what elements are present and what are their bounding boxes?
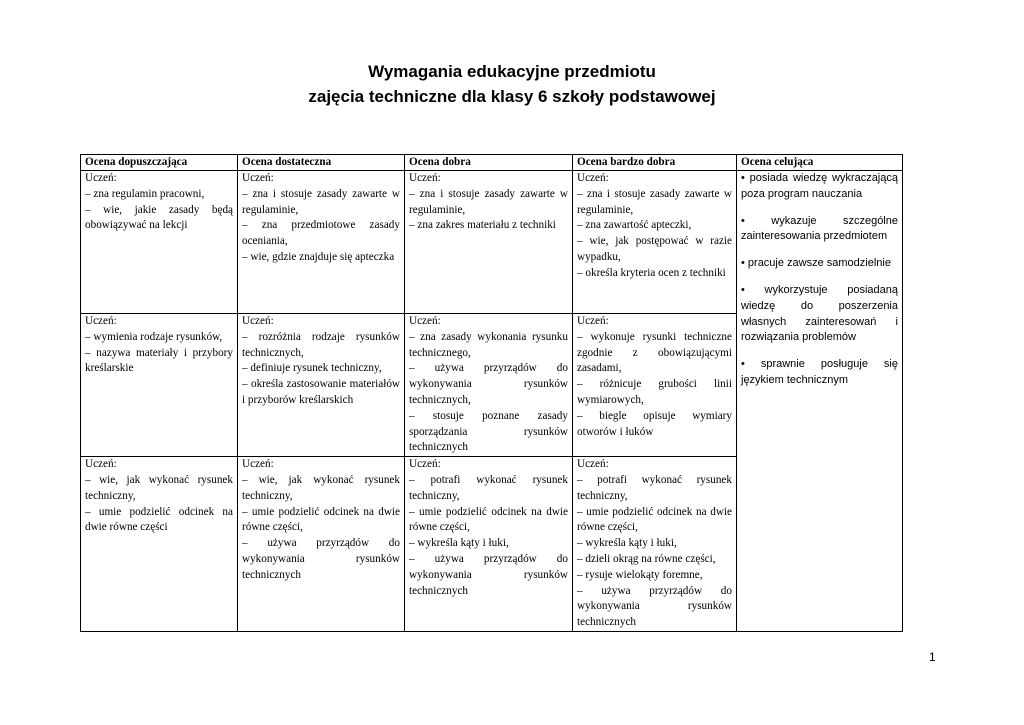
- requirements-table: [80, 154, 903, 632]
- requirement-item: – rysuje wielokąty foremne,: [577, 568, 703, 581]
- requirement-item: – umie podzielić odcinek na dwie równe części,: [409, 505, 568, 534]
- requirement-item: – zna zawartość apteczki,: [577, 219, 692, 232]
- celujaca-item: • sprawnie posługuje się językiem technicznym: [741, 358, 898, 386]
- table-cell: [81, 457, 238, 632]
- uczen-label: Uczeń:: [242, 458, 274, 471]
- requirement-item: – zna i stosuje zasady zawarte w regulaminie,: [242, 187, 400, 216]
- table-cell: [405, 457, 573, 632]
- requirement-item: – wie, jak wykonać rysunek techniczny,: [242, 473, 400, 502]
- celujaca-item: • posiada wiedzę wykraczającą poza program nauczania: [741, 172, 898, 200]
- requirement-item: – używa przyrządów do wykonywania rysunków technicznych: [577, 584, 732, 629]
- requirement-item: – wykreśla kąty i łuki,: [409, 537, 509, 550]
- uczen-label: Uczeń:: [85, 458, 117, 471]
- requirement-item: – stosuje poznane zasady sporządzania rysunków technicznych: [409, 409, 568, 454]
- header-ocena-dostateczna: Ocena dostateczna: [238, 155, 405, 171]
- table-header-row: [81, 155, 903, 171]
- table-cell: [573, 314, 737, 457]
- document-subtitle: zajęcia techniczne dla klasy 6 szkoły podstawowej: [308, 87, 716, 106]
- header-ocena-dopuszczajaca: Ocena dopuszczająca: [81, 155, 238, 171]
- uczen-label: Uczeń:: [409, 172, 441, 184]
- requirement-item: – zna i stosuje zasady zawarte w regulaminie,: [409, 187, 568, 216]
- requirement-item: – wymienia rodzaje rysunków,: [85, 330, 223, 343]
- requirement-item: – nazywa materiały i przybory kreślarskie: [85, 346, 233, 375]
- celujaca-item: • pracuje zawsze samodzielnie: [741, 257, 891, 270]
- requirement-item: – definiuje rysunek techniczny,: [242, 362, 382, 375]
- requirement-item: – umie podzielić odcinek na dwie równe części,: [242, 505, 400, 534]
- requirement-item: – wie, jak wykonać rysunek techniczny,: [85, 473, 233, 502]
- document-title: Wymagania edukacyjne przedmiotu: [368, 62, 656, 81]
- requirement-item: – potrafi wykonać rysunek techniczny,: [409, 473, 568, 502]
- requirement-item: – używa przyrządów do wykonywania rysunków technicznych,: [409, 362, 568, 406]
- requirement-item: – zna regulamin pracowni,: [85, 187, 205, 200]
- table-cell: [238, 457, 405, 632]
- table-cell: [81, 171, 238, 314]
- uczen-label: Uczeń:: [242, 172, 274, 184]
- requirement-item: – wie, jak postępować w razie wypadku,: [577, 235, 732, 263]
- uczen-label: Uczeń:: [409, 458, 441, 471]
- requirement-item: – potrafi wykonać rysunek techniczny,: [577, 473, 732, 502]
- requirement-item: – używa przyrządów do wykonywania rysunków technicznych: [242, 537, 400, 581]
- uczen-label: Uczeń:: [577, 315, 609, 327]
- table-row: [81, 171, 903, 314]
- requirement-item: – dzieli okrąg na równe części,: [577, 552, 716, 565]
- requirement-item: – wykreśla kąty i łuki,: [577, 537, 677, 550]
- table-cell: [573, 171, 737, 314]
- celujaca-cell: [737, 171, 903, 632]
- requirement-item: – zna i stosuje zasady zawarte w regulaminie,: [577, 187, 732, 216]
- requirement-item: – zna zasady wykonania rysunku technicznego,: [409, 330, 568, 359]
- requirement-item: – używa przyrządów do wykonywania rysunków technicznych: [409, 552, 568, 597]
- table-cell: [573, 457, 737, 632]
- header-ocena-bardzo-dobra: Ocena bardzo dobra: [573, 155, 737, 171]
- requirement-item: – różnicuje grubości linii wymiarowych,: [577, 378, 732, 406]
- header-ocena-dobra: Ocena dobra: [405, 155, 573, 171]
- uczen-label: Uczeń:: [85, 172, 117, 184]
- requirement-item: – wie, jakie zasady będą obowiązywać na lekcji: [85, 203, 233, 232]
- uczen-label: Uczeń:: [85, 315, 117, 327]
- uczen-label: Uczeń:: [242, 315, 274, 327]
- table-cell: [405, 314, 573, 457]
- celujaca-item: • wykorzystuje posiadaną wiedzę do poszerzenia własnych zainteresowań i rozwiązania problemów: [741, 283, 898, 344]
- requirement-item: – zna przedmiotowe zasady oceniania,: [242, 219, 400, 248]
- uczen-label: Uczeń:: [577, 458, 609, 471]
- table-cell: [238, 171, 405, 314]
- requirement-item: – umie podzielić odcinek na dwie równe części,: [577, 505, 732, 534]
- table-cell: [405, 171, 573, 314]
- requirement-item: – rozróżnia rodzaje rysunków technicznych,: [242, 330, 400, 359]
- requirement-item: – określa zastosowanie materiałów i przyborów kreślarskich: [242, 378, 400, 406]
- requirement-item: – wykonuje rysunki techniczne zgodnie z obowiązującymi zasadami,: [577, 330, 732, 375]
- uczen-label: Uczeń:: [577, 172, 609, 184]
- requirement-item: – określa kryteria ocen z techniki: [577, 266, 726, 279]
- celujaca-item: • wykazuje szczególne zainteresowania przedmiotem: [741, 214, 898, 243]
- requirement-item: – biegle opisuje wymiary otworów i łuków: [577, 409, 732, 438]
- table-cell: [81, 314, 238, 457]
- page-number: 1: [929, 650, 936, 664]
- table-cell: [238, 314, 405, 457]
- uczen-label: Uczeń:: [409, 315, 441, 327]
- requirement-item: – wie, gdzie znajduje się apteczka: [242, 250, 395, 263]
- requirement-item: – umie podzielić odcinek na dwie równe części: [85, 505, 233, 534]
- header-ocena-celujaca: Ocena celująca: [737, 155, 903, 171]
- requirement-item: – zna zakres materiału z techniki: [409, 219, 556, 232]
